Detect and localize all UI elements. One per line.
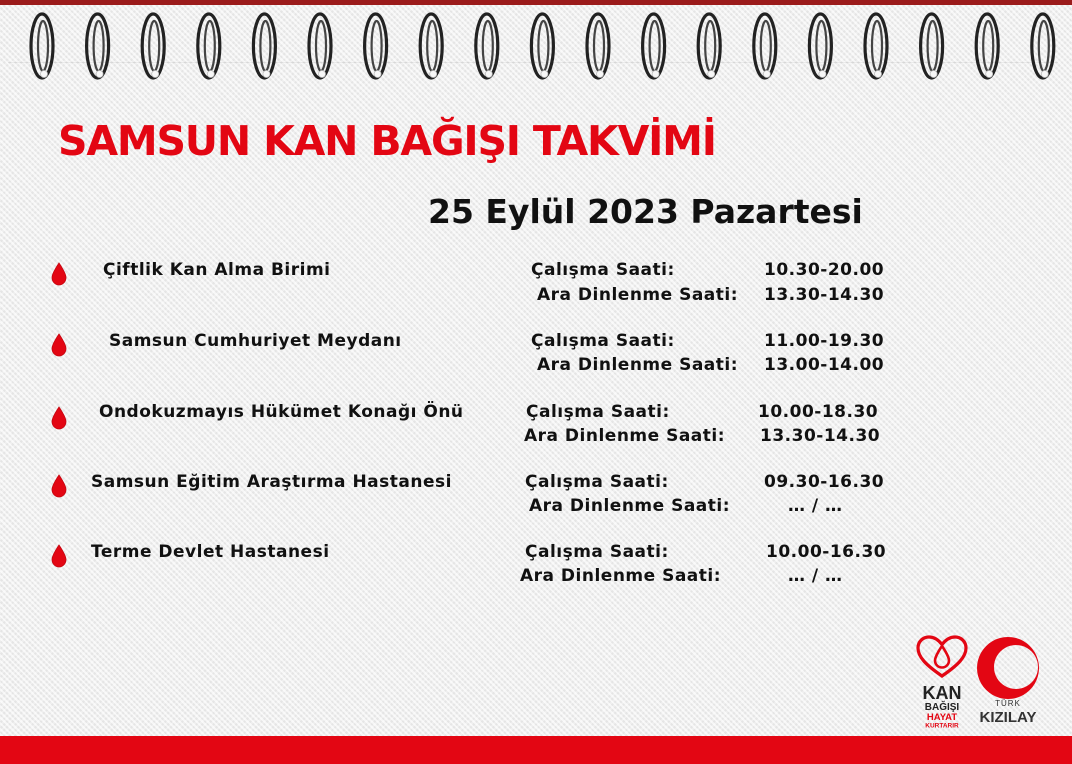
blood-drop-icon bbox=[50, 333, 68, 357]
break-hours-label: Ara Dinlenme Saati: bbox=[520, 566, 722, 586]
top-strip bbox=[0, 0, 1072, 5]
spiral-ring bbox=[976, 14, 998, 78]
spiral-ring bbox=[587, 14, 609, 78]
break-hours-value: 13.30-14.30 bbox=[760, 426, 881, 446]
location-name: Samsun Eğitim Araştırma Hastanesi bbox=[91, 472, 452, 492]
blood-drop-icon bbox=[50, 474, 68, 498]
work-hours-label: Çalışma Saati: bbox=[525, 472, 669, 492]
work-hours-value: 10.00-16.30 bbox=[766, 542, 887, 562]
work-hours-value: 10.00-18.30 bbox=[758, 402, 879, 422]
break-hours-label: Ara Dinlenme Saati: bbox=[537, 355, 739, 375]
spiral-ring bbox=[87, 14, 109, 78]
drop-outline-icon bbox=[935, 646, 949, 668]
kan-bagisi-logo bbox=[912, 632, 972, 732]
spiral-ring bbox=[309, 14, 331, 78]
location-name: Çiftlik Kan Alma Birimi bbox=[103, 260, 331, 280]
page-title: SAMSUN KAN BAĞIŞI TAKVİMİ bbox=[58, 117, 716, 165]
location-name: Terme Devlet Hastanesi bbox=[91, 542, 330, 562]
spiral-ring bbox=[420, 14, 442, 78]
bagisi-text: BAĞIŞI bbox=[924, 702, 960, 713]
spiral-ring bbox=[1032, 14, 1054, 78]
break-hours-label: Ara Dinlenme Saati: bbox=[537, 285, 739, 305]
spiral-ring bbox=[754, 14, 776, 78]
location-row bbox=[0, 542, 1072, 602]
work-hours-label: Çalışma Saati: bbox=[531, 260, 675, 280]
break-hours-value: 13.00-14.00 bbox=[764, 355, 885, 375]
blood-drop-icon bbox=[50, 262, 68, 286]
work-hours-label: Çalışma Saati: bbox=[525, 542, 669, 562]
kurtarir-text: KURTARIR bbox=[925, 722, 959, 730]
heart-icon bbox=[918, 637, 966, 676]
location-row bbox=[0, 331, 1072, 391]
bottom-strip bbox=[0, 736, 1072, 764]
location-name: Ondokuzmayıs Hükümet Konağı Önü bbox=[99, 402, 464, 422]
spiral-ring bbox=[253, 14, 275, 78]
location-row bbox=[0, 260, 1072, 320]
spiral-ring bbox=[531, 14, 553, 78]
break-hours-value: … / … bbox=[788, 566, 843, 586]
kan-text: KAN bbox=[922, 683, 962, 703]
blood-drop-icon bbox=[50, 544, 68, 568]
crescent-icon bbox=[977, 637, 1039, 699]
spiral-ring bbox=[198, 14, 220, 78]
event-date: 25 Eylül 2023 Pazartesi bbox=[428, 192, 863, 231]
work-hours-label: Çalışma Saati: bbox=[531, 331, 675, 351]
spiral-ring bbox=[865, 14, 887, 78]
location-name: Samsun Cumhuriyet Meydanı bbox=[109, 331, 402, 351]
break-hours-value: 13.30-14.30 bbox=[764, 285, 885, 305]
kizilay-text: KIZILAY bbox=[979, 709, 1037, 726]
break-hours-label: Ara Dinlenme Saati: bbox=[529, 496, 731, 516]
spiral-ring bbox=[921, 14, 943, 78]
turk-text: TÜRK bbox=[995, 699, 1021, 708]
spiral-ring bbox=[365, 14, 387, 78]
spiral-binding bbox=[0, 8, 1072, 88]
break-hours-value: … / … bbox=[788, 496, 843, 516]
work-hours-value: 10.30-20.00 bbox=[764, 260, 885, 280]
break-hours-label: Ara Dinlenme Saati: bbox=[524, 426, 726, 446]
spiral-ring bbox=[643, 14, 665, 78]
spiral-ring bbox=[476, 14, 498, 78]
work-hours-label: Çalışma Saati: bbox=[526, 402, 670, 422]
hayat-text: HAYAT bbox=[926, 712, 958, 723]
spiral-ring bbox=[698, 14, 720, 78]
turk-kizilay-logo bbox=[972, 632, 1044, 732]
work-hours-value: 11.00-19.30 bbox=[764, 331, 885, 351]
spiral-ring bbox=[809, 14, 831, 78]
spiral-ring bbox=[142, 14, 164, 78]
location-row bbox=[0, 472, 1072, 532]
location-row bbox=[0, 402, 1072, 462]
work-hours-value: 09.30-16.30 bbox=[764, 472, 885, 492]
spiral-ring bbox=[31, 14, 53, 78]
blood-drop-icon bbox=[50, 406, 68, 430]
